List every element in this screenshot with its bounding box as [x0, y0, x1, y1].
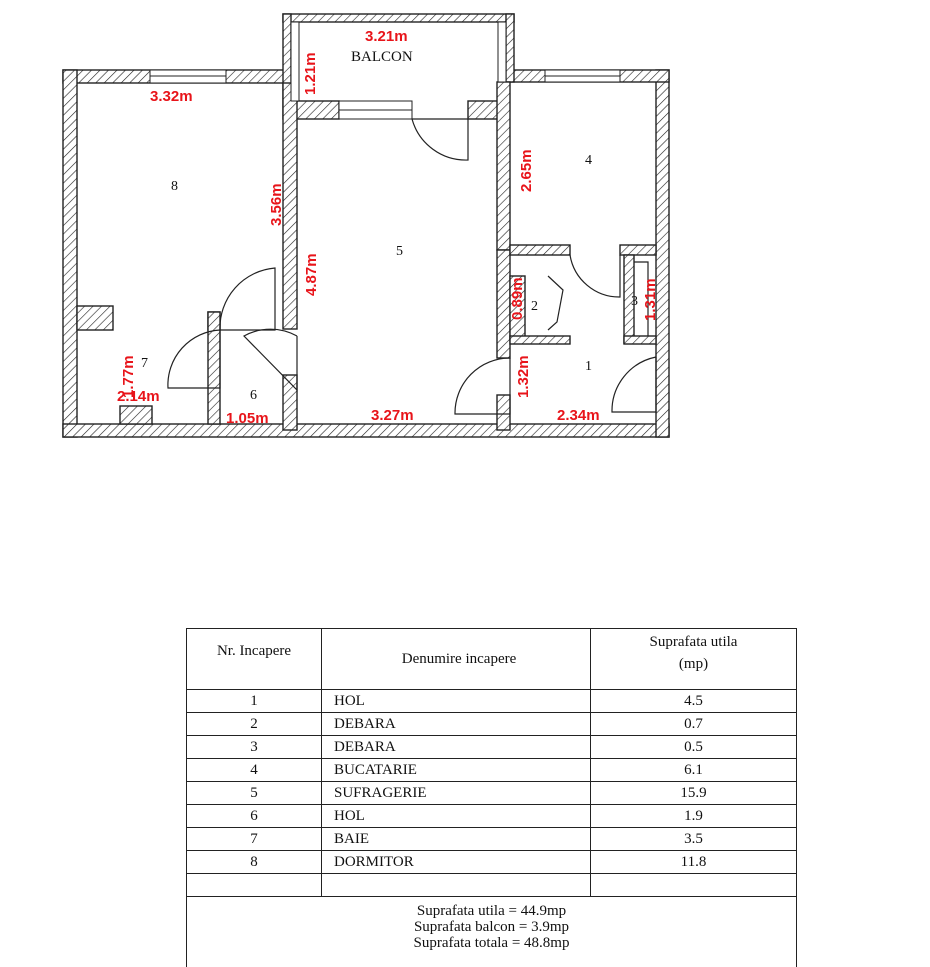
room-number-8: 8	[171, 179, 178, 194]
table-row	[187, 736, 797, 759]
cell-area: 11.8	[591, 851, 797, 874]
table-row	[187, 690, 797, 713]
cell-name: DORMITOR	[322, 851, 591, 874]
cell-name: BUCATARIE	[322, 759, 591, 782]
cell-name: DEBARA	[322, 736, 591, 759]
header-area-line2: (mp)	[679, 656, 708, 672]
cell-name: HOL	[322, 690, 591, 713]
totals-cell	[187, 897, 797, 967]
cell-area: 4.5	[591, 690, 797, 713]
blank-cell	[187, 874, 322, 897]
dim-balcony-width: 3.21m	[365, 28, 408, 45]
dim-room7-width: 2.14m	[117, 388, 160, 405]
header-area-line1: Suprafata utila	[650, 634, 738, 650]
table-row	[187, 805, 797, 828]
dim-room1-depth: 1.32m	[515, 355, 532, 398]
totals-row	[187, 897, 797, 967]
cell-nr: 8	[187, 851, 322, 874]
room-number-3: 3	[631, 294, 638, 309]
dim-room7-depth: 1.77m	[120, 355, 137, 398]
cell-name: BAIE	[322, 828, 591, 851]
table-row	[187, 851, 797, 874]
cell-name: SUFRAGERIE	[322, 782, 591, 805]
dim-balcony-depth: 1.21m	[302, 52, 319, 95]
header-usable-area	[591, 629, 797, 690]
room-number-2: 2	[531, 299, 538, 314]
blank-cell	[322, 874, 591, 897]
blank-row	[187, 874, 797, 897]
table-header-row	[187, 629, 797, 690]
cell-area: 0.7	[591, 713, 797, 736]
dim-room1-width: 2.34m	[557, 407, 600, 424]
room-number-7: 7	[141, 356, 148, 371]
cell-nr: 2	[187, 713, 322, 736]
blank-cell	[591, 874, 797, 897]
dim-room5-width: 3.27m	[371, 407, 414, 424]
cell-area: 0.5	[591, 736, 797, 759]
cell-name: HOL	[322, 805, 591, 828]
balcony-label: BALCON	[351, 49, 413, 65]
dim-room2-depth: 0.89m	[509, 277, 526, 320]
table-row	[187, 759, 797, 782]
dim-room4-depth: 2.65m	[518, 149, 535, 192]
cell-nr: 3	[187, 736, 322, 759]
total-balcony-area: Suprafata balcon = 3.9mp	[193, 919, 790, 935]
cell-area: 3.5	[591, 828, 797, 851]
table-row	[187, 713, 797, 736]
header-room-number: Nr. Incapere	[187, 629, 322, 690]
table-row	[187, 828, 797, 851]
floor-plan	[0, 0, 930, 470]
total-area: Suprafata totala = 48.8mp	[193, 935, 790, 951]
room-number-4: 4	[585, 153, 592, 168]
header-room-name: Denumire incapere	[322, 629, 591, 690]
cell-nr: 5	[187, 782, 322, 805]
total-usable-area: Suprafata utila = 44.9mp	[193, 903, 790, 919]
dim-room8-width: 3.32m	[150, 88, 193, 105]
dim-room3-depth: 1.31m	[642, 278, 659, 321]
cell-area: 6.1	[591, 759, 797, 782]
cell-nr: 6	[187, 805, 322, 828]
cell-nr: 7	[187, 828, 322, 851]
dim-room5-depth: 4.87m	[303, 253, 320, 296]
doors	[168, 119, 656, 414]
cell-nr: 4	[187, 759, 322, 782]
cell-area: 1.9	[591, 805, 797, 828]
table-row	[187, 782, 797, 805]
dim-room8-depth: 3.56m	[268, 183, 285, 226]
cell-area: 15.9	[591, 782, 797, 805]
dim-room6-width: 1.05m	[226, 410, 269, 427]
room-area-table	[186, 628, 797, 967]
room-number-6: 6	[250, 388, 257, 403]
room-number-1: 1	[585, 359, 592, 374]
cell-name: DEBARA	[322, 713, 591, 736]
room-number-5: 5	[396, 244, 403, 259]
cell-nr: 1	[187, 690, 322, 713]
